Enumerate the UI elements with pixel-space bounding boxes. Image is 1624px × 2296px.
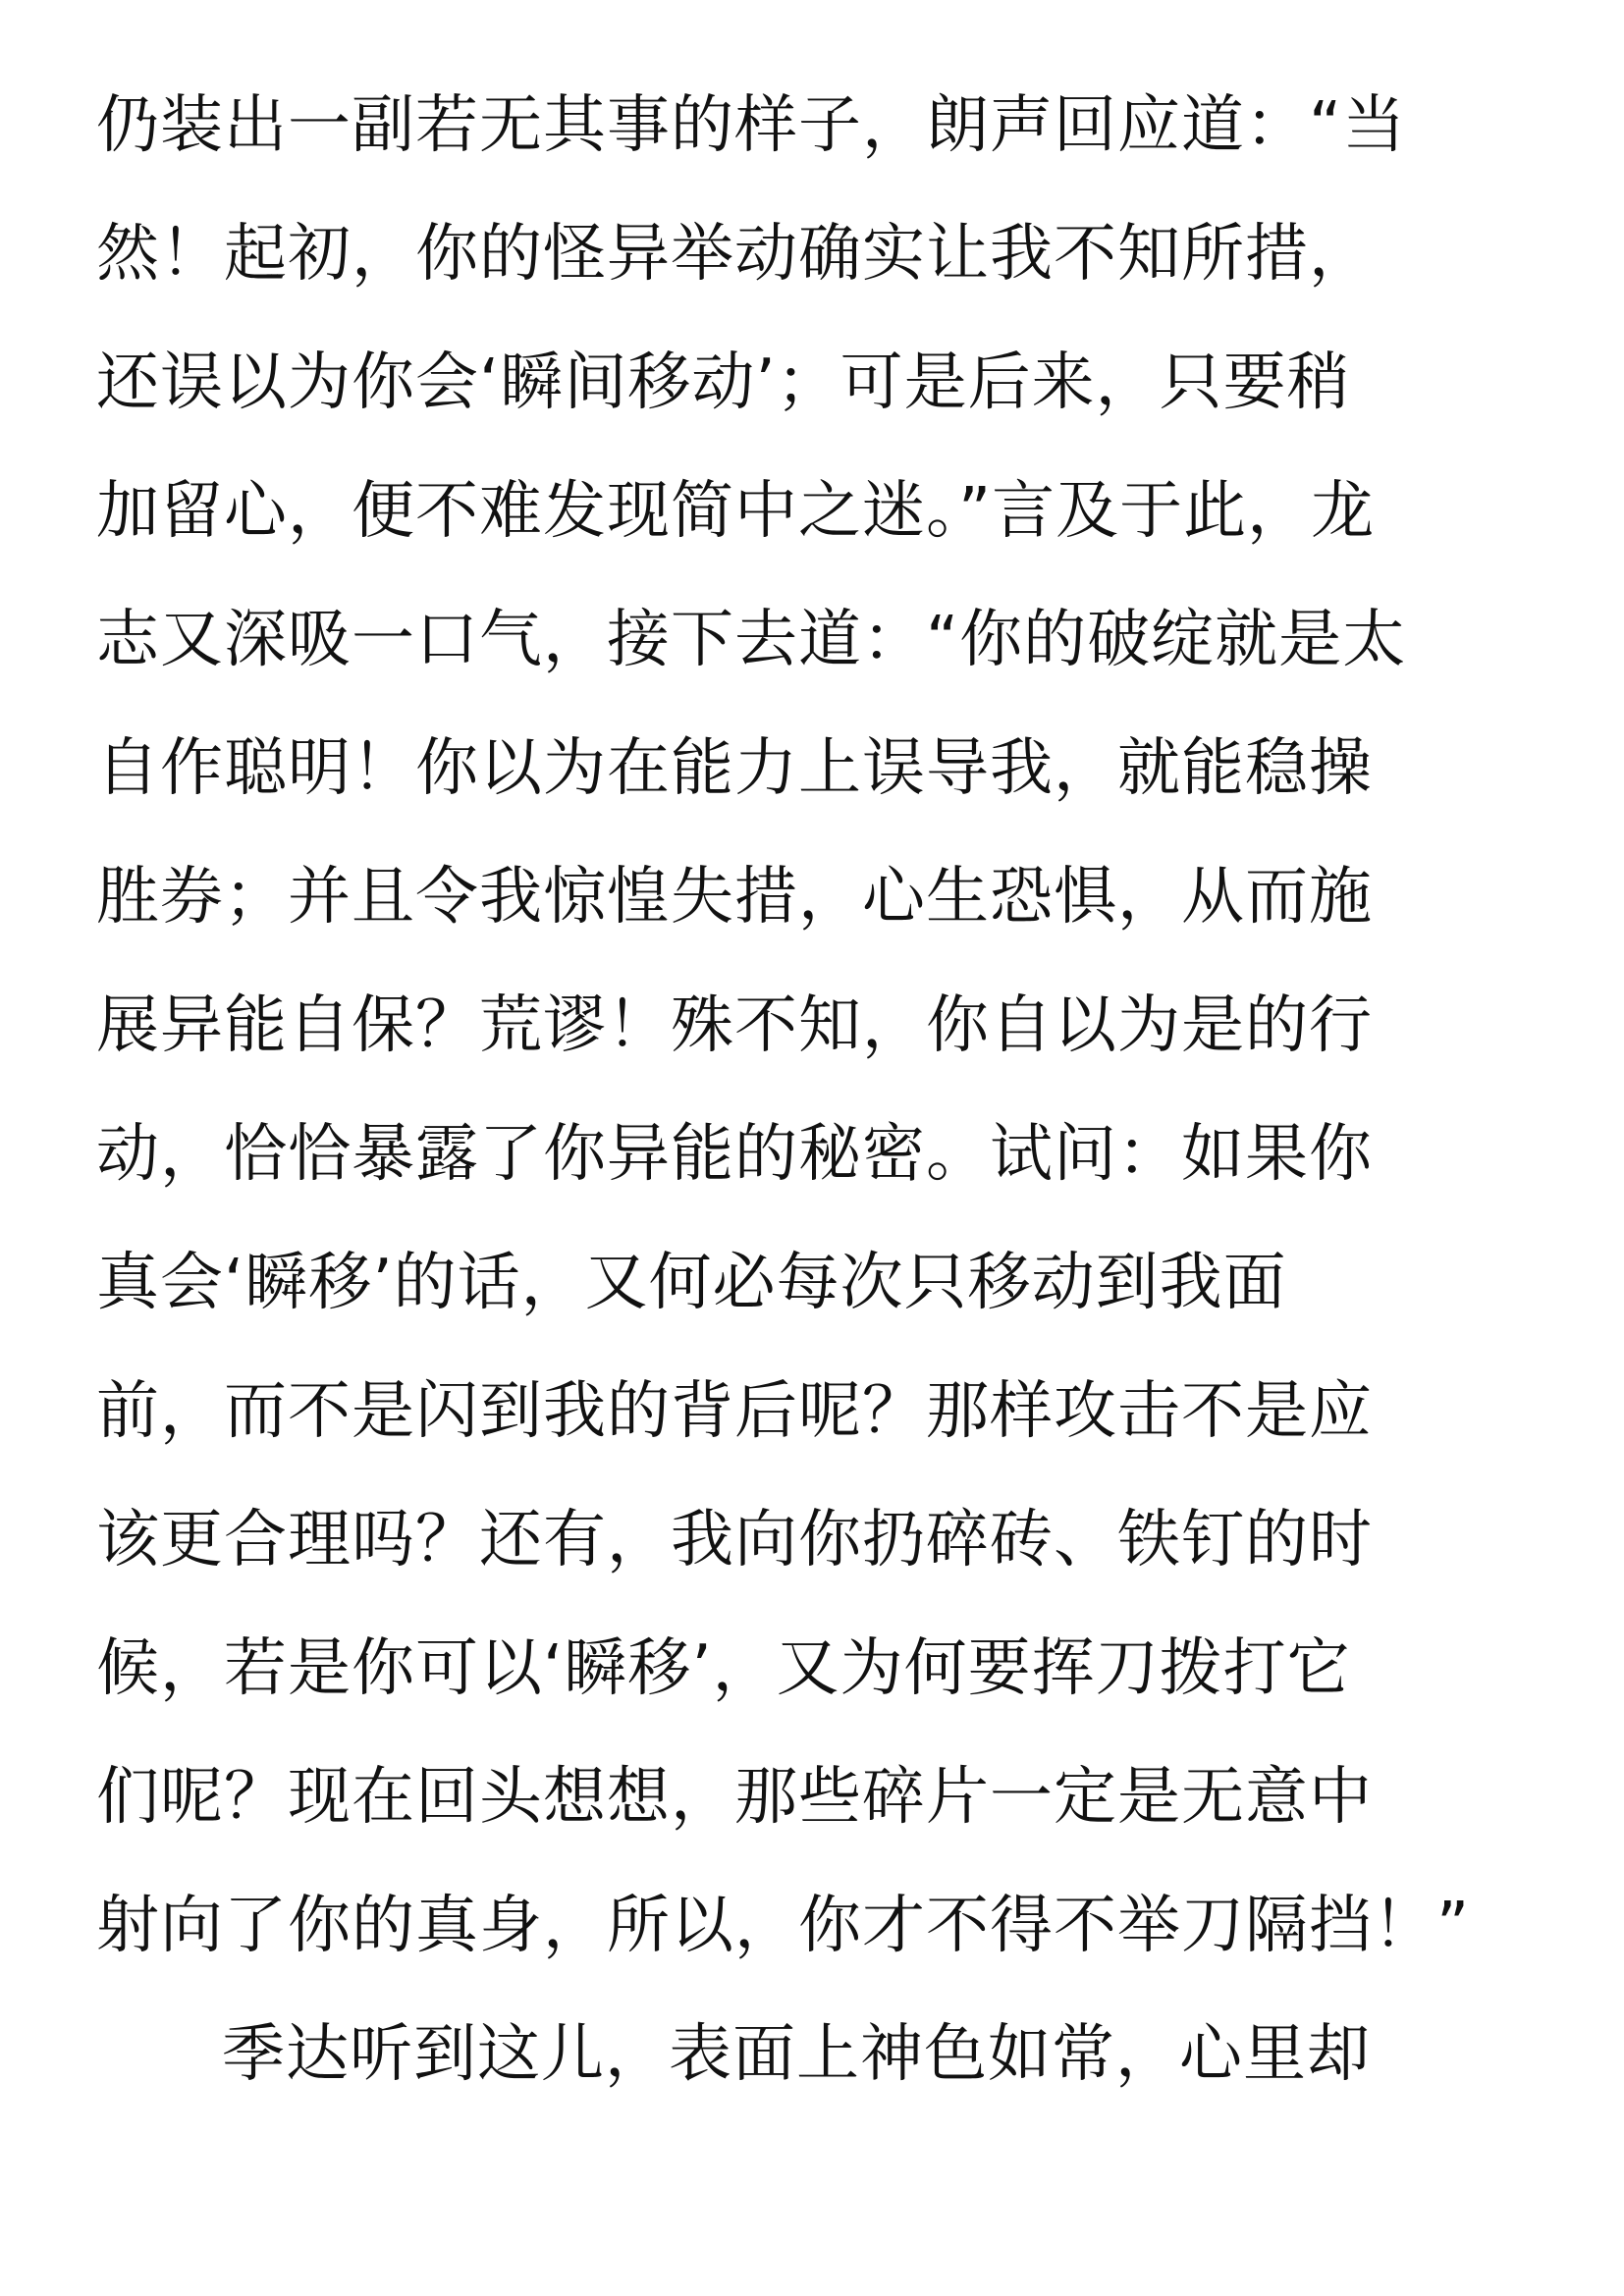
text-line-5: 志又深吸一口气，接下去道：“你的破绽就是太 bbox=[96, 604, 1407, 676]
text-line-7: 胜券；并且令我惊惶失措，心生恐惧，从而施 bbox=[96, 861, 1373, 934]
text-line-4: 加留心，便不难发现简中之迷。”言及于此，龙 bbox=[96, 475, 1376, 548]
text-line-8: 展异能自保？荒谬！殊不知，你自以为是的行 bbox=[96, 989, 1373, 1062]
text-line-6: 自作聪明！你以为在能力上误导我，就能稳操 bbox=[96, 732, 1373, 805]
text-line-9: 动，恰恰暴露了你异能的秘密。试问：如果你 bbox=[96, 1118, 1373, 1191]
text-line-11: 前，而不是闪到我的背后呢？那样攻击不是应 bbox=[96, 1375, 1373, 1448]
text-line-15: 射向了你的真身，所以，你才不得不举刀隔挡！” bbox=[96, 1890, 1471, 1962]
text-line-13: 候，若是你可以‘瞬移’，又为何要挥刀拨打它 bbox=[96, 1632, 1351, 1705]
text-line-16: 季达听到这儿，表面上神色如常，心里却 bbox=[222, 2018, 1371, 2091]
text-line-14: 们呢？现在回头想想，那些碎片一定是无意中 bbox=[96, 1761, 1373, 1834]
text-line-12: 该更合理吗？还有，我向你扔碎砖、铁钉的时 bbox=[96, 1504, 1373, 1576]
text-line-3: 还误以为你会‘瞬间移动’；可是后来，只要稍 bbox=[96, 347, 1351, 419]
text-line-2: 然！起初，你的怪异举动确实让我不知所措， bbox=[96, 218, 1373, 291]
text-line-1: 仍装出一副若无其事的样子，朗声回应道：“当 bbox=[96, 89, 1407, 162]
text-line-10: 真会‘瞬移’的话，又何必每次只移动到我面 bbox=[96, 1247, 1287, 1319]
